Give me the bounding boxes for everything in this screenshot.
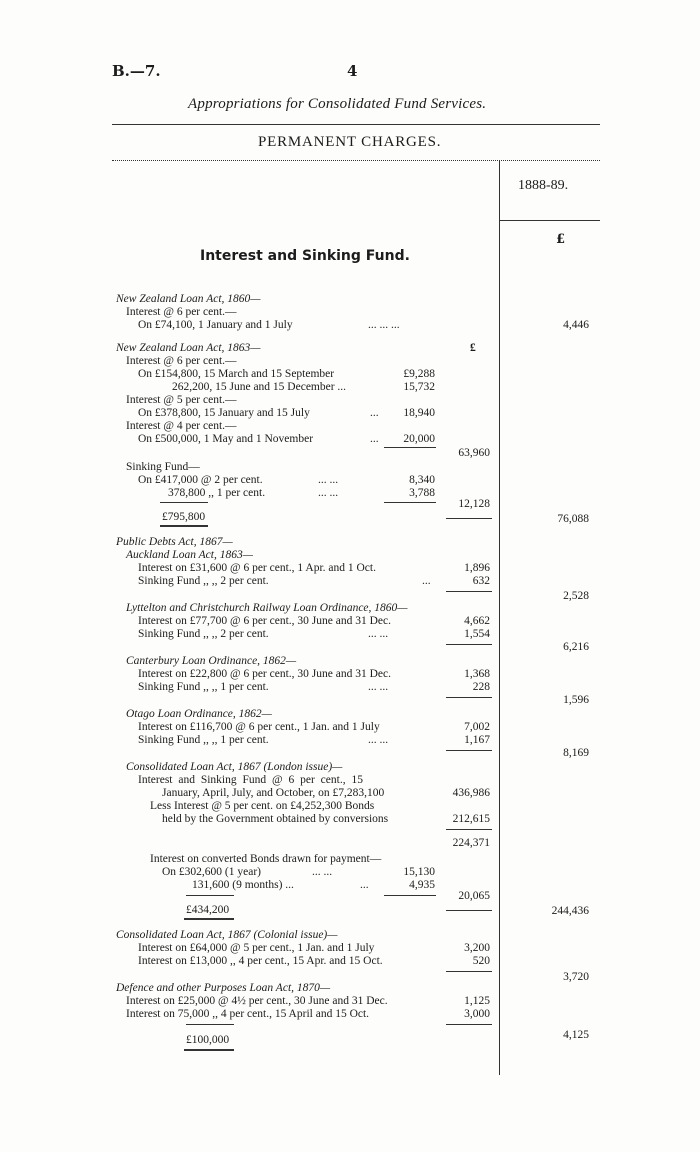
sum-rule [384, 447, 436, 448]
nz1863-line: On £417,000 @ 2 per cent. [138, 474, 263, 486]
cons-colonial-value: 3,200 [464, 942, 490, 954]
nz1863-value: 18,940 [403, 407, 435, 419]
nz1863-line: Sinking Fund— [126, 461, 200, 473]
defence-capital: £100,000 [186, 1034, 230, 1046]
nz1860-title: New Zealand Loan Act, 1860— [116, 293, 261, 305]
nz1863-value: 8,340 [409, 474, 435, 486]
canterbury-title: Canterbury Loan Ordinance, 1862— [126, 655, 297, 667]
lyttelton-line: Interest on £77,700 @ 6 per cent., 30 June and 31 Dec. [138, 615, 391, 627]
auckland-title: Auckland Loan Act, 1863— [126, 549, 253, 561]
currency-symbol: £ [556, 232, 566, 247]
cons-london-line: 131,600 (9 months) ... [192, 879, 294, 891]
nz1863-line: Interest @ 4 per cent.— [126, 420, 237, 432]
year-rule [499, 220, 600, 221]
leader-dots: ... ... [368, 628, 389, 640]
nz1860-total: 4,446 [563, 319, 589, 331]
lyttelton-line: Sinking Fund ,, ,, 2 per cent. [138, 628, 269, 640]
auckland-value: 1,896 [464, 562, 490, 574]
sum-rule [446, 697, 492, 698]
nz1863-value: £9,288 [403, 368, 435, 380]
nz1860-line: Interest @ 6 per cent.— [126, 306, 237, 318]
leader-dots: ... ... ... [368, 319, 400, 331]
nz1863-line: Interest @ 5 per cent.— [126, 394, 237, 406]
defence-value: 1,125 [464, 995, 490, 1007]
auckland-line: Interest on £31,600 @ 6 per cent., 1 Apr. and 1 Oct. [138, 562, 376, 574]
auckland-total: 2,528 [563, 590, 589, 602]
leader-dots: ... ... [318, 474, 339, 486]
subtitle-rule [112, 160, 600, 161]
page-ref: B.—7. [112, 62, 161, 80]
cons-london-subtotal: 224,371 [452, 837, 490, 849]
sum-rule [446, 591, 492, 592]
page-number: 4 [347, 62, 358, 80]
nz1863-line: Interest @ 6 per cent.— [126, 355, 237, 367]
defence-value: 3,000 [464, 1008, 490, 1020]
defence-total: 4,125 [563, 1029, 589, 1041]
cons-london-line: On £302,600 (1 year) [162, 866, 262, 878]
leader-dots: ... [360, 879, 369, 891]
lyttelton-value: 1,554 [464, 628, 490, 640]
cons-london-line: Interest and Sinking Fund @ 6 per cent., 15 [138, 774, 363, 786]
cons-london-value: 436,986 [452, 787, 490, 799]
otago-value: 7,002 [464, 721, 490, 733]
nz1863-line: On £500,000, 1 May and 1 November [138, 433, 314, 445]
otago-total: 8,169 [563, 747, 589, 759]
nz1863-subtotal: 12,128 [458, 498, 490, 510]
sum-rule [446, 1024, 492, 1025]
nz1863-value: 15,732 [403, 381, 435, 393]
lyttelton-title: Lyttelton and Christchurch Railway Loan Ordinance, 1860— [126, 602, 408, 614]
otago-line: Sinking Fund ,, ,, 1 per cent. [138, 734, 269, 746]
cons-london-value: 15,130 [403, 866, 435, 878]
capital-rule [184, 1049, 234, 1051]
page-title: Appropriations for Consolidated Fund Services. [188, 96, 487, 112]
sum-rule [160, 502, 208, 503]
cons-london-line: held by the Government obtained by conversions [162, 813, 389, 825]
nz1863-line: 262,200, 15 June and 15 December ... [172, 381, 347, 393]
title-rule [112, 124, 600, 125]
canterbury-total: 1,596 [563, 694, 589, 706]
cons-colonial-line: Interest on £13,000 ,, 4 per cent., 15 Apr. and 15 Oct. [138, 955, 383, 967]
leader-dots: ... ... [312, 866, 333, 878]
page-subtitle: PERMANENT CHARGES. [258, 134, 442, 150]
cons-london-subtotal: 20,065 [458, 890, 490, 902]
leader-dots: ... [422, 575, 431, 587]
capital-rule [184, 918, 234, 920]
nz1863-line: 378,800 ,, 1 per cent. [168, 487, 266, 499]
cons-colonial-line: Interest on £64,000 @ 5 per cent., 1 Jan. and 1 July [138, 942, 375, 954]
sum-rule [446, 644, 492, 645]
section-title: Interest and Sinking Fund. [200, 248, 410, 264]
pd1867-title: Public Debts Act, 1867— [116, 536, 233, 548]
nz1863-value: 3,788 [409, 487, 435, 499]
cons-colonial-value: 520 [472, 955, 490, 967]
sum-rule [446, 910, 492, 911]
canterbury-value: 1,368 [464, 668, 490, 680]
sum-rule [384, 895, 436, 896]
lyttelton-value: 4,662 [464, 615, 490, 627]
defence-line: Interest on 75,000 ,, 4 per cent., 15 April and 15 Oct. [126, 1008, 370, 1020]
cons-colonial-total: 3,720 [563, 971, 589, 983]
cons-london-capital: £434,200 [186, 904, 230, 916]
sum-rule [446, 971, 492, 972]
nz1863-line: On £378,800, 15 January and 15 July [138, 407, 310, 419]
auckland-value: 632 [472, 575, 490, 587]
leader-dots: ... ... [368, 681, 389, 693]
sum-rule [446, 829, 492, 830]
otago-value: 1,167 [464, 734, 490, 746]
canterbury-line: Sinking Fund ,, ,, 1 per cent. [138, 681, 269, 693]
nz1863-line: On £154,800, 15 March and 15 September [138, 368, 335, 380]
cons-london-value: 212,615 [452, 813, 490, 825]
cons-london-line: January, April, July, and October, on £7,283,100 [162, 787, 385, 799]
cons-london-line: Less Interest @ 5 per cent. on £4,252,300 Bonds [150, 800, 375, 812]
nz1863-capital: £795,800 [162, 511, 206, 523]
cons-london-value: 4,935 [409, 879, 435, 891]
pound-sign: £ [470, 342, 476, 354]
leader-dots: ... [370, 407, 379, 419]
column-separator [499, 160, 500, 1075]
leader-dots: ... [370, 433, 379, 445]
auckland-line: Sinking Fund ,, ,, 2 per cent. [138, 575, 269, 587]
leader-dots: ... ... [318, 487, 339, 499]
nz1860-line: On £74,100, 1 January and 1 July [138, 319, 293, 331]
sum-rule [446, 518, 492, 519]
sum-rule [446, 750, 492, 751]
cons-london-title: Consolidated Loan Act, 1867 (London issue)— [126, 761, 343, 773]
nz1863-total: 76,088 [557, 513, 589, 525]
sum-rule [186, 1024, 234, 1025]
cons-london-line: Interest on converted Bonds drawn for payment— [150, 853, 382, 865]
lyttelton-total: 6,216 [563, 641, 589, 653]
canterbury-value: 228 [472, 681, 490, 693]
nz1863-subtotal: 63,960 [458, 447, 490, 459]
cons-colonial-title: Consolidated Loan Act, 1867 (Colonial issue)— [116, 929, 338, 941]
capital-rule [160, 525, 208, 527]
otago-line: Interest on £116,700 @ 6 per cent., 1 Jan. and 1 July [138, 721, 380, 733]
canterbury-line: Interest on £22,800 @ 6 per cent., 30 June and 31 Dec. [138, 668, 391, 680]
year-header: 1888-89. [518, 178, 569, 193]
sum-rule [384, 502, 436, 503]
sum-rule [186, 895, 234, 896]
leader-dots: ... ... [368, 734, 389, 746]
defence-title: Defence and other Purposes Loan Act, 1870— [116, 982, 331, 994]
defence-line: Interest on £25,000 @ 4½ per cent., 30 June and 31 Dec. [126, 995, 388, 1007]
cons-london-total: 244,436 [551, 905, 589, 917]
otago-title: Otago Loan Ordinance, 1862— [126, 708, 272, 720]
nz1863-title: New Zealand Loan Act, 1863— [116, 342, 261, 354]
nz1863-value: 20,000 [403, 433, 435, 445]
